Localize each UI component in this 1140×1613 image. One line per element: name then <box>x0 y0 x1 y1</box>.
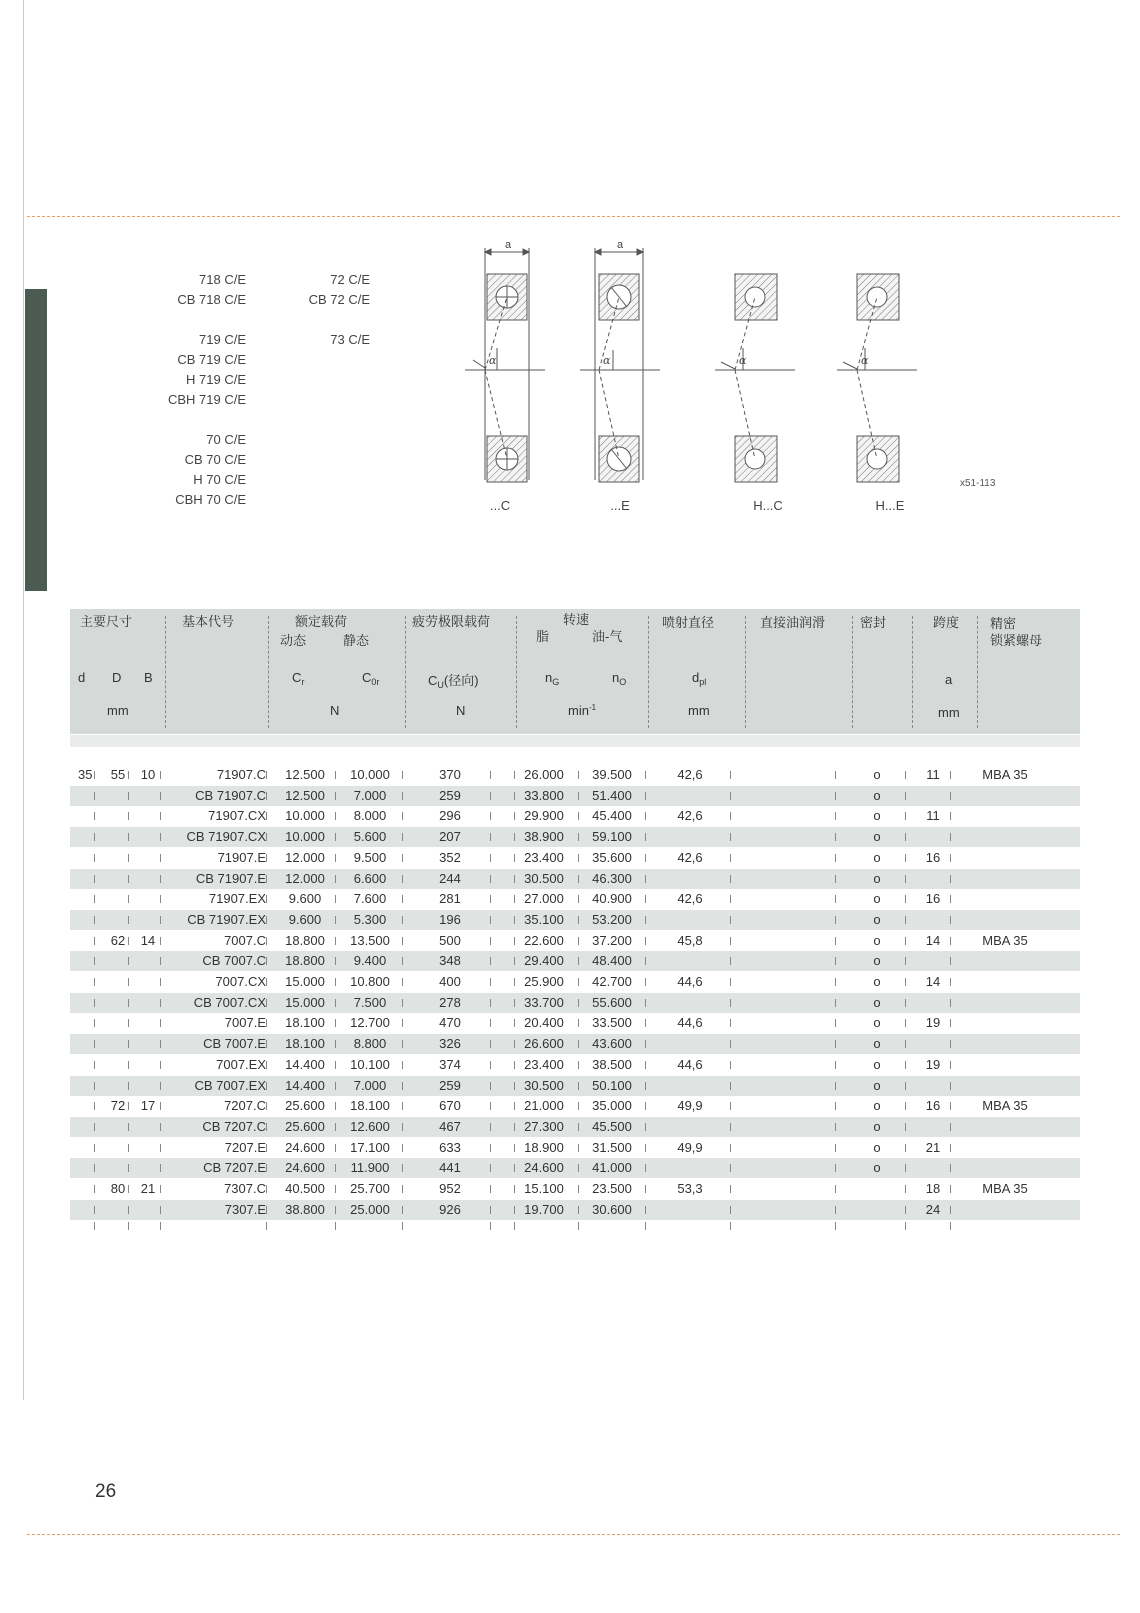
cell-no: 30.600 <box>592 1201 632 1217</box>
cell-ng: 27.000 <box>524 891 564 907</box>
cell-code: CB 71907.EX <box>187 911 266 927</box>
cell-seal: o <box>873 974 881 989</box>
cell-dpl: 49,9 <box>677 1098 703 1114</box>
cell-cr: 10.000 <box>285 808 325 824</box>
cell-ng: 22.600 <box>524 932 564 948</box>
alpha-label: α <box>861 354 869 367</box>
series-item: H 719 C/E <box>186 372 246 387</box>
table-row <box>70 1117 1080 1137</box>
cell-no: 59.100 <box>592 829 632 845</box>
series-item: CB 72 C/E <box>308 292 370 307</box>
cell-code: 7307.E <box>224 1201 266 1217</box>
table-row <box>70 765 1080 785</box>
alpha-label: α <box>603 354 611 367</box>
header-fatigue: 疲劳极限载荷 <box>412 614 491 629</box>
cell-c0r: 18.100 <box>350 1098 390 1114</box>
cell-no: 50.100 <box>592 1077 632 1093</box>
table-row <box>70 910 1080 930</box>
cell-seal: o <box>873 808 881 824</box>
cell-nut: MBA 35 <box>982 1098 1028 1114</box>
cell-a: 16 <box>925 849 941 865</box>
cell-cr: 38.800 <box>285 1201 325 1217</box>
cell-a: 24 <box>925 1201 941 1217</box>
cell-code: CB 7007.C <box>202 953 266 969</box>
cell-c0r: 12.700 <box>350 1015 390 1031</box>
table-row <box>70 786 1080 806</box>
cell-cu: 400 <box>439 974 461 989</box>
cell-no: 51.400 <box>592 787 632 803</box>
cell-seal: o <box>873 849 881 865</box>
table-row <box>70 806 1080 826</box>
cell-a: 11 <box>926 808 940 824</box>
cell-c0r: 25.000 <box>350 1201 390 1217</box>
series-item <box>290 310 370 330</box>
cell-no: 45.500 <box>592 1118 632 1134</box>
cell-c0r: 8.000 <box>353 808 387 824</box>
series-list-right <box>290 270 370 350</box>
cell-code: CB 71907.E <box>195 870 266 886</box>
header-min: $\min^{-1}$ <box>568 703 597 718</box>
cell-ng: 26.600 <box>524 1036 564 1052</box>
dim-a-label: a <box>617 240 624 251</box>
cell-seal: o <box>873 891 881 907</box>
cell-no: 45.400 <box>592 808 632 824</box>
cell-ng: 21.000 <box>524 1098 564 1114</box>
cell-B: 21 <box>140 1181 156 1196</box>
cell-a: 21 <box>925 1139 941 1155</box>
cell-dpl: 45,8 <box>677 932 703 948</box>
cell-a: 16 <box>925 1098 941 1114</box>
cell-ng: 27.300 <box>524 1118 564 1134</box>
cell-code: CB 7207.C <box>202 1118 266 1134</box>
bearing-c-figure <box>465 248 545 482</box>
cell-cr: 12.000 <box>285 849 325 865</box>
cell-a: 14 <box>925 974 941 989</box>
cell-ng: 30.500 <box>524 870 564 886</box>
cell-seal: o <box>873 1118 881 1134</box>
cell-c0r: 12.600 <box>350 1118 390 1134</box>
table-row <box>70 889 1080 909</box>
cell-cu: 370 <box>439 767 461 782</box>
header-designation: 基本代号 <box>182 614 235 629</box>
series-item: 718 C/E <box>199 272 246 287</box>
header-grease: 脂 <box>536 629 550 644</box>
cell-no: 43.600 <box>592 1036 632 1052</box>
cell-seal: o <box>873 787 881 803</box>
cell-seal: o <box>873 911 881 927</box>
cell-code: 7207.C <box>224 1098 266 1114</box>
cell-a: 14 <box>925 932 941 948</box>
cell-B: 10 <box>140 767 156 782</box>
cell-cr: 25.600 <box>285 1098 325 1114</box>
table-row <box>70 869 1080 889</box>
cell-code: CB 7007.EX <box>194 1077 266 1093</box>
header-mm: mm <box>107 703 129 718</box>
cell-no: 46.300 <box>592 870 632 886</box>
bottom-dashed-divider <box>27 1534 1120 1535</box>
series-item: CB 719 C/E <box>177 352 246 367</box>
header-oil-air: 油-气 <box>592 629 623 644</box>
cell-dpl: 42,6 <box>677 849 703 865</box>
header-d: d <box>78 670 86 685</box>
cell-cu: 633 <box>439 1139 461 1155</box>
cell-code: 7207.E <box>224 1139 266 1155</box>
cell-code: CB 71907.CX <box>186 829 266 845</box>
table-row <box>70 1055 1080 1075</box>
cell-no: 33.500 <box>592 1015 632 1031</box>
header-spray: 喷射直径 <box>662 615 715 630</box>
cell-nut: MBA 35 <box>982 932 1028 948</box>
cell-seal: o <box>873 932 881 948</box>
cell-c0r: 13.500 <box>350 932 390 948</box>
table-row <box>70 1200 1080 1220</box>
cell-d: 35 <box>78 767 93 782</box>
table-end-ticks <box>70 1220 1080 1240</box>
cell-cr: 18.100 <box>285 1015 325 1031</box>
header-speed: 转速 <box>563 612 590 627</box>
header-mm3: mm <box>938 705 960 720</box>
cell-seal: o <box>873 1015 881 1031</box>
cell-cu: 470 <box>439 1015 461 1031</box>
cell-cr: 25.600 <box>285 1118 325 1134</box>
header-rated-load: 额定载荷 <box>295 614 348 629</box>
cell-cu: 352 <box>439 849 461 865</box>
cell-no: 53.200 <box>592 911 632 927</box>
cell-cu: 952 <box>439 1181 461 1196</box>
cell-c0r: 10.100 <box>350 1056 390 1072</box>
table-row <box>70 931 1080 951</box>
header-D: D <box>112 670 122 685</box>
cell-ng: 19.700 <box>524 1201 564 1217</box>
cell-cr: 14.400 <box>285 1056 325 1072</box>
section-color-tab <box>25 289 47 591</box>
cell-ng: 33.800 <box>524 787 564 803</box>
cell-D: 62 <box>110 932 126 948</box>
cell-code: 71907.EX <box>208 891 266 907</box>
header-direct-oil: 直接油润滑 <box>760 615 826 630</box>
series-item <box>140 410 246 430</box>
series-item: 719 C/E <box>199 332 246 347</box>
cell-c0r: 7.000 <box>353 1077 387 1093</box>
header-dynamic: 动态 <box>280 633 307 648</box>
cell-cu: 326 <box>439 1036 461 1052</box>
header-a: a <box>945 672 953 687</box>
cell-cu: 244 <box>439 870 461 886</box>
series-item <box>140 310 246 330</box>
cell-no: 35.000 <box>592 1098 632 1114</box>
figure-label-he: H...E <box>875 498 905 513</box>
cell-B: 17 <box>140 1098 156 1114</box>
header-main-dims: 主要尺寸 <box>80 614 133 629</box>
cell-seal: o <box>873 767 881 782</box>
cell-c0r: 10.000 <box>350 767 390 782</box>
header-n2: N <box>456 703 466 718</box>
cell-seal: o <box>873 1139 881 1155</box>
table-row <box>70 1179 1080 1199</box>
cell-cu: 374 <box>439 1056 461 1072</box>
cell-c0r: 5.300 <box>353 911 387 927</box>
cell-no: 40.900 <box>592 891 632 907</box>
cell-code: 71907.C <box>216 767 266 782</box>
top-dashed-divider <box>27 216 1120 217</box>
cell-code: 7007.EX <box>216 1056 266 1072</box>
cell-no: 38.500 <box>592 1056 632 1072</box>
cell-seal: o <box>873 829 881 845</box>
cell-cu: 207 <box>439 829 461 845</box>
cell-cr: 24.600 <box>285 1139 325 1155</box>
cell-seal: o <box>873 953 881 969</box>
header-nut2: 锁紧螺母 <box>990 633 1043 648</box>
bearing-hc-figure <box>715 274 795 482</box>
figure-code: x51-113 <box>960 478 996 489</box>
bearing-e-figure <box>580 248 660 482</box>
figure-label-c: ...C <box>489 498 511 513</box>
cell-dpl: 42,6 <box>677 891 703 907</box>
header-cu: $C_U$(径向) <box>428 673 479 690</box>
cell-a: 19 <box>925 1015 941 1031</box>
cell-code: CB 7007.CX <box>193 994 266 1010</box>
cell-cu: 467 <box>439 1118 461 1134</box>
table-row <box>70 1138 1080 1158</box>
left-margin-rule <box>23 0 24 1400</box>
cell-cr: 40.500 <box>285 1181 325 1196</box>
cell-cr: 10.000 <box>285 829 325 845</box>
cell-c0r: 9.400 <box>353 953 387 969</box>
series-item: CB 718 C/E <box>177 292 246 307</box>
cell-dpl: 53,3 <box>677 1181 703 1196</box>
cell-no: 55.600 <box>592 994 632 1010</box>
cell-code: 7307.C <box>224 1181 266 1196</box>
cell-ng: 33.700 <box>524 994 564 1010</box>
series-item: CB 70 C/E <box>184 452 246 467</box>
cell-dpl: 44,6 <box>677 974 703 989</box>
cell-cr: 12.500 <box>285 787 325 803</box>
cell-c0r: 9.500 <box>353 849 387 865</box>
cell-a: 16 <box>925 891 941 907</box>
cell-a: 19 <box>925 1056 941 1072</box>
cell-no: 41.000 <box>592 1160 632 1176</box>
table-row <box>70 1013 1080 1033</box>
cell-ng: 15.100 <box>524 1181 564 1196</box>
cell-ng: 23.400 <box>524 849 564 865</box>
cell-no: 23.500 <box>592 1181 632 1196</box>
header-ng: $n_G$ <box>545 670 560 687</box>
cell-c0r: 25.700 <box>350 1181 390 1196</box>
cell-ng: 25.900 <box>524 974 564 989</box>
table-row <box>70 972 1080 992</box>
header-B: B <box>144 670 153 685</box>
table-row <box>70 1158 1080 1178</box>
header-mm2: mm <box>688 703 710 718</box>
table-spacer-band <box>70 735 1080 747</box>
cell-nut: MBA 35 <box>982 767 1028 782</box>
cell-nut: MBA 35 <box>982 1181 1028 1196</box>
table-row <box>70 1096 1080 1116</box>
cell-ng: 23.400 <box>524 1056 564 1072</box>
cell-ng: 20.400 <box>524 1015 564 1031</box>
cell-cr: 12.000 <box>285 870 325 886</box>
series-list-left <box>140 270 246 510</box>
cell-ng: 29.900 <box>524 808 564 824</box>
series-item: 70 C/E <box>206 432 246 447</box>
cell-cu: 281 <box>439 891 461 907</box>
cell-cr: 12.500 <box>285 767 325 782</box>
alpha-label: α <box>489 354 497 367</box>
cell-seal: o <box>873 870 881 886</box>
cell-D: 55 <box>110 767 126 782</box>
cell-c0r: 7.500 <box>353 994 387 1010</box>
cell-ng: 30.500 <box>524 1077 564 1093</box>
cell-B: 14 <box>140 932 156 948</box>
cell-dpl: 44,6 <box>677 1056 703 1072</box>
cell-code: CB 7207.E <box>203 1160 266 1176</box>
cell-cr: 18.800 <box>285 953 325 969</box>
cell-dpl: 42,6 <box>677 808 703 824</box>
series-item: 72 C/E <box>330 272 370 287</box>
header-static: 静态 <box>343 633 370 648</box>
table-row <box>70 827 1080 847</box>
cell-no: 35.600 <box>592 849 632 865</box>
cell-cr: 9.600 <box>288 891 322 907</box>
table-row <box>70 1034 1080 1054</box>
cell-code: 7007.C <box>224 932 266 948</box>
header-dpl: $d_{pl}$ <box>692 670 707 687</box>
cell-cr: 9.600 <box>288 911 322 927</box>
cell-c0r: 7.000 <box>353 787 387 803</box>
header-nut: 精密 <box>990 616 1017 631</box>
bearing-cross-section-diagram <box>445 240 965 490</box>
cell-ng: 38.900 <box>524 829 564 845</box>
header-seal: 密封 <box>860 615 887 630</box>
header-n: N <box>330 703 340 718</box>
cell-D: 72 <box>110 1098 126 1114</box>
cell-cu: 259 <box>439 1077 461 1093</box>
table-row <box>70 951 1080 971</box>
table-row <box>70 1076 1080 1096</box>
cell-cr: 15.000 <box>285 994 325 1010</box>
cell-cr: 15.000 <box>285 974 325 989</box>
cell-cu: 196 <box>439 911 461 927</box>
cell-seal: o <box>873 994 881 1010</box>
cell-a: 18 <box>925 1181 941 1196</box>
cell-cu: 348 <box>439 953 461 969</box>
cell-code: 71907.E <box>217 849 266 865</box>
dim-a-label: a <box>505 240 512 251</box>
cell-c0r: 8.800 <box>353 1036 387 1052</box>
cell-no: 37.200 <box>592 932 632 948</box>
cell-a: 11 <box>926 767 940 782</box>
header-span: 跨度 <box>933 615 960 630</box>
cell-code: CB 71907.C <box>195 787 266 803</box>
cell-seal: o <box>873 1056 881 1072</box>
cell-cu: 441 <box>439 1160 461 1176</box>
cell-dpl: 44,6 <box>677 1015 703 1031</box>
cell-cr: 24.600 <box>285 1160 325 1176</box>
cell-seal: o <box>873 1098 881 1114</box>
cell-ng: 35.100 <box>524 911 564 927</box>
cell-no: 39.500 <box>592 767 632 782</box>
series-item: CBH 719 C/E <box>167 392 246 407</box>
cell-cu: 296 <box>439 808 461 824</box>
table-row <box>70 993 1080 1013</box>
cell-seal: o <box>873 1036 881 1052</box>
cell-cr: 18.100 <box>285 1036 325 1052</box>
bearing-he-figure <box>837 274 917 482</box>
cell-code: 71907.CX <box>208 808 266 824</box>
cell-cu: 278 <box>439 994 461 1010</box>
cell-code: 7007.E <box>224 1015 266 1031</box>
cell-ng: 29.400 <box>524 953 564 969</box>
cell-cu: 500 <box>439 932 461 948</box>
header-cr: $C_r$ <box>292 670 305 687</box>
cell-cu: 259 <box>439 787 461 803</box>
cell-dpl: 42,6 <box>677 767 703 782</box>
series-item: 73 C/E <box>330 332 370 347</box>
figure-label-e: ...E <box>610 498 630 513</box>
cell-cu: 670 <box>439 1098 461 1114</box>
cell-ng: 24.600 <box>524 1160 564 1176</box>
cell-no: 48.400 <box>592 953 632 969</box>
alpha-label: α <box>739 354 747 367</box>
cell-ng: 26.000 <box>524 767 564 782</box>
cell-c0r: 7.600 <box>353 891 387 907</box>
series-item: H 70 C/E <box>193 472 246 487</box>
cell-code: CB 7007.E <box>203 1036 266 1052</box>
cell-seal: o <box>873 1160 881 1176</box>
figure-label-hc: H...C <box>753 498 783 513</box>
cell-cr: 14.400 <box>285 1077 325 1093</box>
table-row <box>70 848 1080 868</box>
page-number: 26 <box>95 1481 117 1502</box>
cell-c0r: 5.600 <box>353 829 387 845</box>
cell-seal: o <box>873 1077 881 1093</box>
series-item: CBH 70 C/E <box>175 492 246 507</box>
cell-D: 80 <box>110 1181 126 1196</box>
cell-dpl: 49,9 <box>677 1139 703 1155</box>
cell-c0r: 17.100 <box>350 1139 390 1155</box>
cell-no: 42.700 <box>592 974 632 989</box>
cell-cu: 926 <box>439 1201 461 1217</box>
cell-ng: 18.900 <box>524 1139 564 1155</box>
cell-code: 7007.CX <box>215 974 266 989</box>
cell-c0r: 6.600 <box>353 870 387 886</box>
cell-cr: 18.800 <box>285 932 325 948</box>
cell-c0r: 11.900 <box>350 1160 390 1176</box>
header-c0r: $C_{0r}$ <box>362 670 380 687</box>
cell-c0r: 10.800 <box>350 974 390 989</box>
cell-no: 31.500 <box>592 1139 632 1155</box>
header-no: $n_O$ <box>612 670 627 687</box>
